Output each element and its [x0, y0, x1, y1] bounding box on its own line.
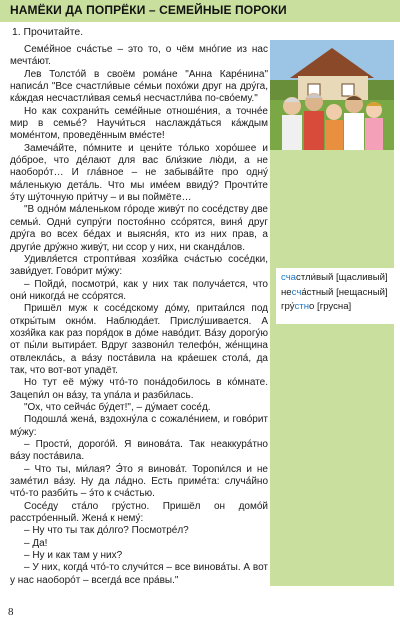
vocab-highlight: сча: [281, 272, 297, 283]
page-number: 8: [8, 606, 14, 618]
paragraph: Сосе́ду ста́ло гру́стно. Пришёл он домо́й расстро́енный. Жена́ к нему́:: [10, 500, 268, 525]
page-title: НАМЁКИ ДА ПОПРЁКИ – СЕМЕЙНЫЕ ПОРОКИ: [10, 3, 287, 17]
paragraph: Удивля́ется стропти́вая хозя́йка сча́стью сосе́дки, зави́дует. Гово́рит му́жу:: [10, 253, 268, 278]
paragraph: "В одно́м ма́леньком го́роде живу́т по сосе́дству две семьи́. Одни́ супру́ги постоя́нно ссо́рятся, виня́ друг дру́га во всех бе́дах и выясня́я, кто из них прав, а други́е дру́жно живу́т, ни ссор у них, ни сканда́лов.: [10, 204, 268, 253]
vocab-highlight: сч: [291, 286, 302, 298]
main-text: [10, 44, 268, 587]
exercise-label: 1. Прочитайте.: [12, 27, 84, 38]
vocab-rest: стли́вый [щасливый]: [296, 272, 388, 283]
paragraph: Пришёл муж к сосе́дскому до́му, притаи́лся под откры́тым окно́м. Наблюда́ет. Прислу́шивается. А хозя́йка как раз поря́док в до́ме наво́дит. Ва́зу дорогу́ю от пы́ли вытира́ет. Вдруг зазвони́л телефо́н, же́нщина отвлекла́сь, а ва́зу поста́вила на кра́ешек стола́, да так, что вот-вот упадёт.: [10, 303, 268, 376]
paragraph: – Прости́, дорого́й. Я винова́та. Так неаккура́тно ва́зу поста́вила.: [10, 439, 268, 463]
vocab-box: [276, 268, 394, 324]
paragraph: – У них, когда́ что́-то случи́тся – все винова́ты. А вот у нас наоборо́т – всегда́ все пра́вы.": [10, 562, 268, 586]
header-band: [0, 0, 400, 22]
vocab-rest: а́стный [нещасный]: [301, 286, 388, 298]
paragraph: – Что ты, ми́лая? Э́то я винова́т. Торопи́лся и не заме́тил ва́зу. Ну да ла́дно. Есть приме́та: случа́йно что́-то разби́ть – э́то к сча́стью.: [10, 463, 268, 500]
paragraph: Замеча́йте, по́мните и цени́те то́лько хоро́шее и до́брое, что де́лают для вас бли́зкие лю́ди, а не наоборо́т… И гла́вное – не забыва́йте про одну́ ма́ленькую дета́ль. Что мы име́ем ввиду́? Прочти́те э́ту шу́точную при́тчу – и вы поймёте…: [10, 142, 268, 204]
vocab-item: [281, 286, 389, 301]
paragraph: – Да!: [24, 537, 48, 549]
vocab-rest: о [груснa]: [309, 301, 352, 313]
vocab-highlight: стн: [294, 301, 310, 313]
paragraph: – Ну и как там у них?: [24, 550, 123, 562]
paragraph: – Ну что ты так до́лго? Посмотре́л?: [24, 525, 189, 537]
vocab-prefix: не: [281, 286, 292, 298]
vocab-prefix: гру́: [281, 301, 295, 313]
paragraph: Но тут её му́жу что́-то пона́добилось в ко́мнате. Зацепи́л он ва́зу, та упа́ла и разби́лась.: [10, 377, 268, 401]
vocab-item: [281, 300, 389, 315]
paragraph: Но как сохрани́ть семе́йные отноше́ния, а точне́е мир в семье́? Научи́ться наслажда́ться ка́ждым моме́нтом, проведённым вме́сте!: [10, 105, 268, 142]
paragraph: Подошла́ жена́, вздохну́ла с сожале́нием, и гово́рит му́жу:: [10, 414, 268, 438]
paragraph: Семе́йное сча́стье – это то, о чём мно́гие из нас мечта́ют.: [10, 44, 268, 68]
family-photo: [270, 40, 394, 150]
paragraph: Лев Толсто́й в своём рома́не "Анна Каре́нина" написа́л "Все счастли́вые се́мьи похо́жи друг на дру́га, ка́ждая несчастли́вая семья́ несчастли́ва по-сво́ему.": [10, 68, 268, 105]
paragraph: – Пойди́, посмотри́, как у них так получа́ется, что они́ никогда́ не ссо́рятся.: [10, 278, 268, 302]
family-photo-illustration: [270, 40, 394, 150]
vocab-item: [281, 271, 389, 286]
paragraph: "Ох, что сейча́с бу́дет!", – ду́мает сосе́д.: [24, 401, 211, 413]
